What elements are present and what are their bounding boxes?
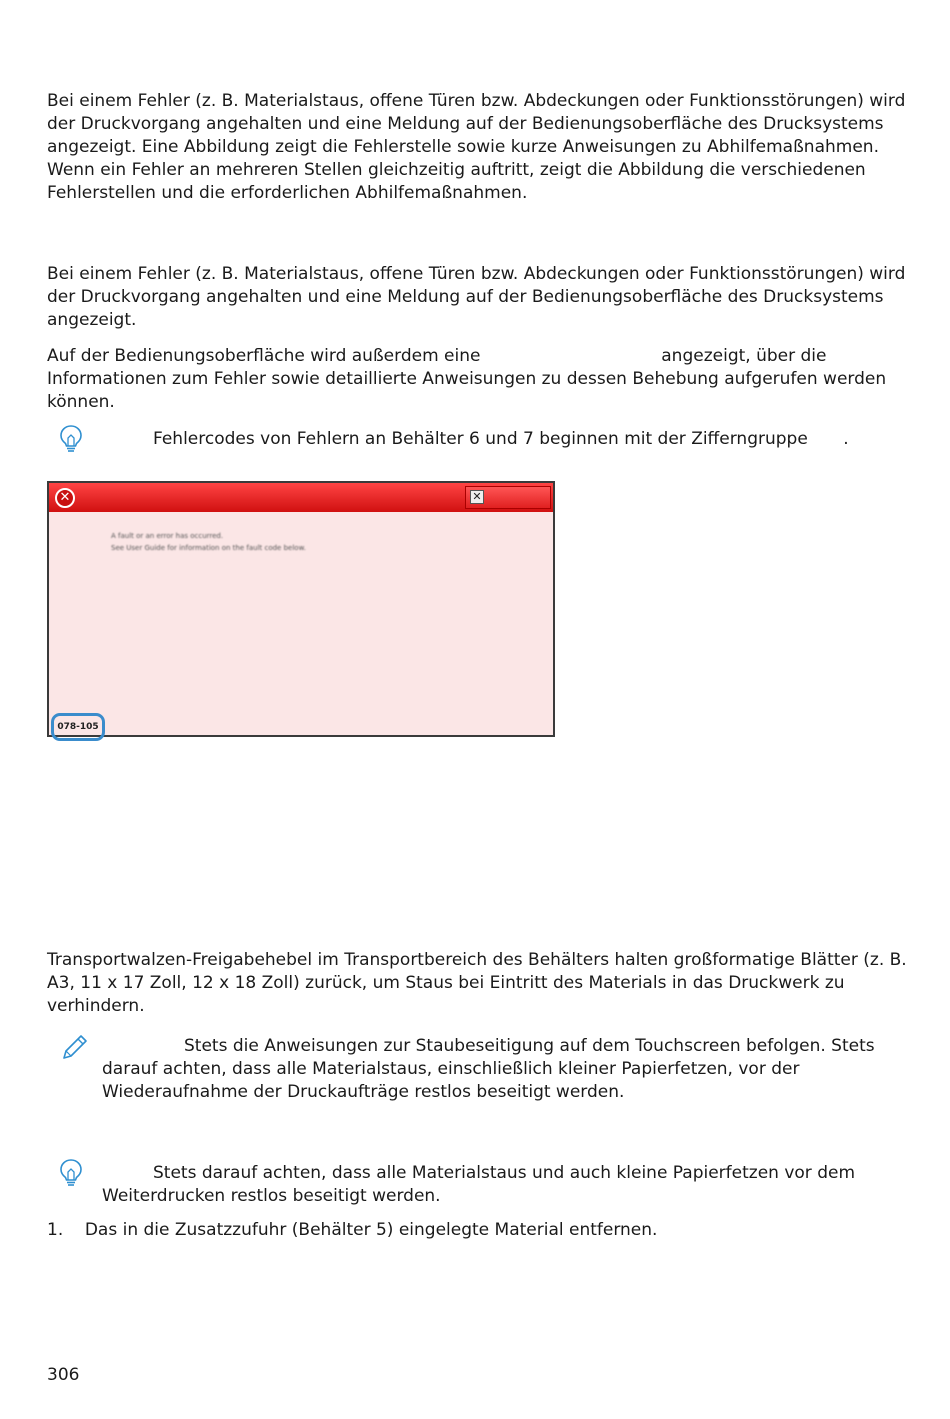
fault-code-badge: 078-105	[51, 713, 105, 741]
fault-screen-figure	[47, 481, 555, 737]
intro-paragraph: Bei einem Fehler (z. B. Materialstaus, offene Türen bzw. Abdeckungen oder Funktionsstörungen) wird der Druckvorgang angehalten und eine Meldung auf der Bedienungsoberfläche des Drucksystems angezeigt. Eine Abbildung zeigt die Fehlerstelle sowie kurze Anweisungen zu Abhilfemaßnahmen. Wenn ein Fehler an mehreren Stellen gleichzeitig auftritt, zeigt die Abbildung die verschiedenen Fehlerstellen und die erforderlichen Abhilfemaßnahmen.	[47, 91, 906, 203]
fault-screen-header	[49, 483, 553, 512]
page-number: 306	[47, 1365, 80, 1385]
pencil-icon	[60, 1032, 86, 1062]
tip-materialstaus-rest: Weiterdrucken restlos beseitigt werden.	[102, 1186, 441, 1206]
note-staubeseitigung-line1: Stets die Anweisungen zur Staubeseitigung auf dem Touchscreen befolgen. Stets	[184, 1036, 875, 1056]
fault-code-paragraph-start: Auf der Bedienungsoberfläche wird außerdem eine	[47, 346, 481, 366]
error-paragraph: Bei einem Fehler (z. B. Materialstaus, offene Türen bzw. Abdeckungen oder Funktionsstörungen) wird der Druckvorgang angehalten und eine Meldung auf der Bedienungsoberfläche des Drucksystems angezeigt.	[47, 264, 906, 330]
fault-code-paragraph-end: angezeigt, über die Informationen zum Fehler sowie detaillierte Anweisungen zu dessen Behebung aufgerufen werden können.	[47, 346, 887, 412]
tip-fault-codes	[153, 428, 943, 451]
fault-message-line2: See User Guide for information on the fault code below.	[111, 544, 306, 552]
tip-fault-codes-text: Fehlercodes von Fehlern an Behälter 6 und 7 beginnen mit der Zifferngruppe	[153, 429, 808, 449]
fault-code-paragraph	[47, 345, 907, 414]
error-x-icon: ✕	[55, 488, 75, 508]
lightbulb-icon	[58, 424, 84, 454]
fault-message-line1: A fault or an error has occurred.	[111, 532, 224, 540]
tip-materialstaus-line1: Stets darauf achten, dass alle Materialstaus und auch kleine Papierfetzen vor dem	[153, 1163, 856, 1183]
transport-paragraph: Transportwalzen-Freigabehebel im Transportbereich des Behälters halten großformatige Blätter (z. B. A3, 11 x 17 Zoll, 12 x 18 Zoll) zurück, um Staus bei Eintritt des Materials in das Druckwerk zu verhindern.	[47, 950, 907, 1016]
fault-message	[111, 530, 411, 554]
lightbulb-icon-2	[58, 1158, 84, 1188]
close-icon: ✕	[470, 490, 484, 504]
step-1: 1. Das in die Zusatzzufuhr (Behälter 5) eingelegte Material entfernen.	[47, 1220, 658, 1240]
close-button	[465, 486, 551, 509]
note-staubeseitigung-rest: darauf achten, dass alle Materialstaus, einschließlich kleiner Papierfetzen, vor der Wiederaufnahme der Druckaufträge restlos beseitigt werden.	[102, 1059, 800, 1102]
tip-fault-codes-period: .	[843, 429, 849, 449]
